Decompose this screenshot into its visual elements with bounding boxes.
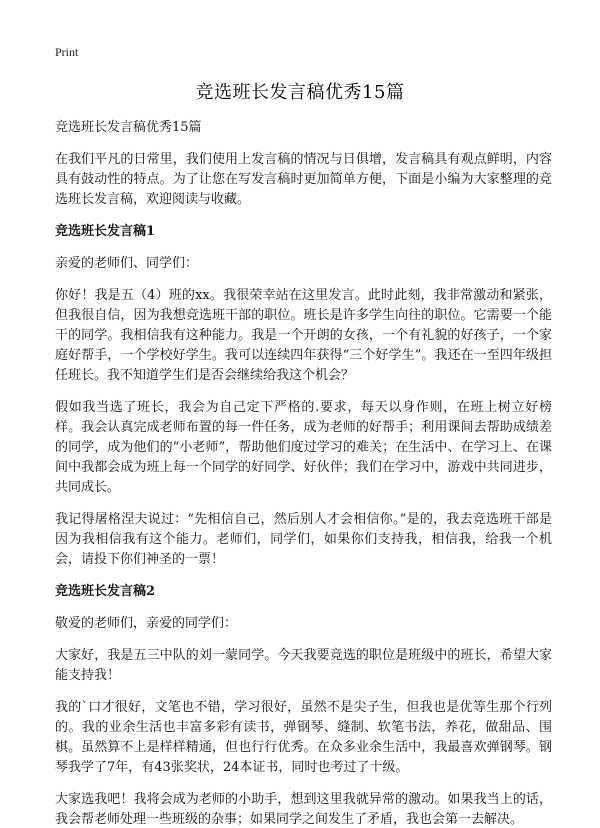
intro-paragraph: 在我们平凡的日常里，我们使用上发言稿的情况与日俱增，发言稿具有观点鲜明，内容具有鼓动性的特点。为了让您在写发言稿时更加简单方便，下面是小编为大家整理的竞选班长发言稿，欢迎阅读与收藏。 bbox=[55, 152, 552, 207]
section-paragraph: 敬爱的老师们，亲爱的同学们： bbox=[55, 616, 238, 631]
section-1 bbox=[55, 222, 552, 570]
section-paragraph: 假如我当选了班长，我会为自己定下严格的.要求，每天以身作则，在班上树立好榜样。我会认真完成老师布置的每一件任务，成为老师的好帮手；利用课间去帮助成绩差的同学，成为他们的“小老师”，帮助他们度过学习的难关；在生活中、在学习上、在课间中我都会成为班上每一个同学的好同学、好伙伴；我们在学习中，游戏中共同进步，共同成长。 bbox=[55, 400, 552, 495]
section-paragraph: 你好！我是五（4）班的xx。我很荣幸站在这里发言。此时此刻，我非常激动和紧张，但我很自信，因为我想竞选班干部的职位。班长是许多学生向往的职位。它需要一个能干的同学。我相信我有这种能力。我是一个开朗的女孩，一个有礼貌的好孩子，一个家庭好帮手，一个学校好学生。我可以连续四年获得“三个好学生”。我还在一至四年级担任班长。我不知道学生们是否会继续给我这个机会？ bbox=[55, 288, 552, 383]
document-title: 竞选班长发言稿优秀15篇 bbox=[195, 82, 405, 103]
section-heading: 竞选班长发言稿2 bbox=[55, 584, 156, 599]
section-paragraph: 大家好，我是五三中队的刘一蒙同学。今天我要竞选的职位是班级中的班长，希望大家能支持我！ bbox=[55, 648, 552, 683]
document-body bbox=[55, 118, 552, 828]
print-label[interactable]: Print bbox=[55, 45, 79, 59]
section-paragraph: 大家选我吧！我将会成为老师的小助手，想到这里我就异常的激动。如果我当上的话，我会帮老师处理一些班级的杂事；如果同学之间发生了矛盾，我也会第一去解决。 bbox=[55, 792, 552, 827]
section-heading: 竞选班长发言稿1 bbox=[55, 224, 156, 239]
section-2 bbox=[55, 582, 552, 828]
section-paragraph: 我的`口才很好，文笔也不错，学习很好，虽然不是尖子生，但我也是优等生那个行列的。我的业余生活也丰富多彩有读书，弹钢琴、缝制、软笔书法，养花，做甜品、围棋。虽然算不上是样样精通，但也行行优秀。在众多业余生活中，我最喜欢弹钢琴。钢琴我学了7年，有43张奖状，24本证书，同时也考过了十级。 bbox=[55, 700, 552, 775]
document-subtitle: 竞选班长发言稿优秀15篇 bbox=[55, 120, 202, 135]
section-paragraph: 亲爱的老师们、同学们： bbox=[55, 256, 199, 271]
section-paragraph: 我记得屠格涅夫说过：“先相信自己，然后别人才会相信你。”是的，我去竞选班干部是因为我相信我有这个能力。老师们，同学们，如果你们支持我，相信我，给我一个机会，请投下你们神圣的一票！ bbox=[55, 512, 552, 567]
